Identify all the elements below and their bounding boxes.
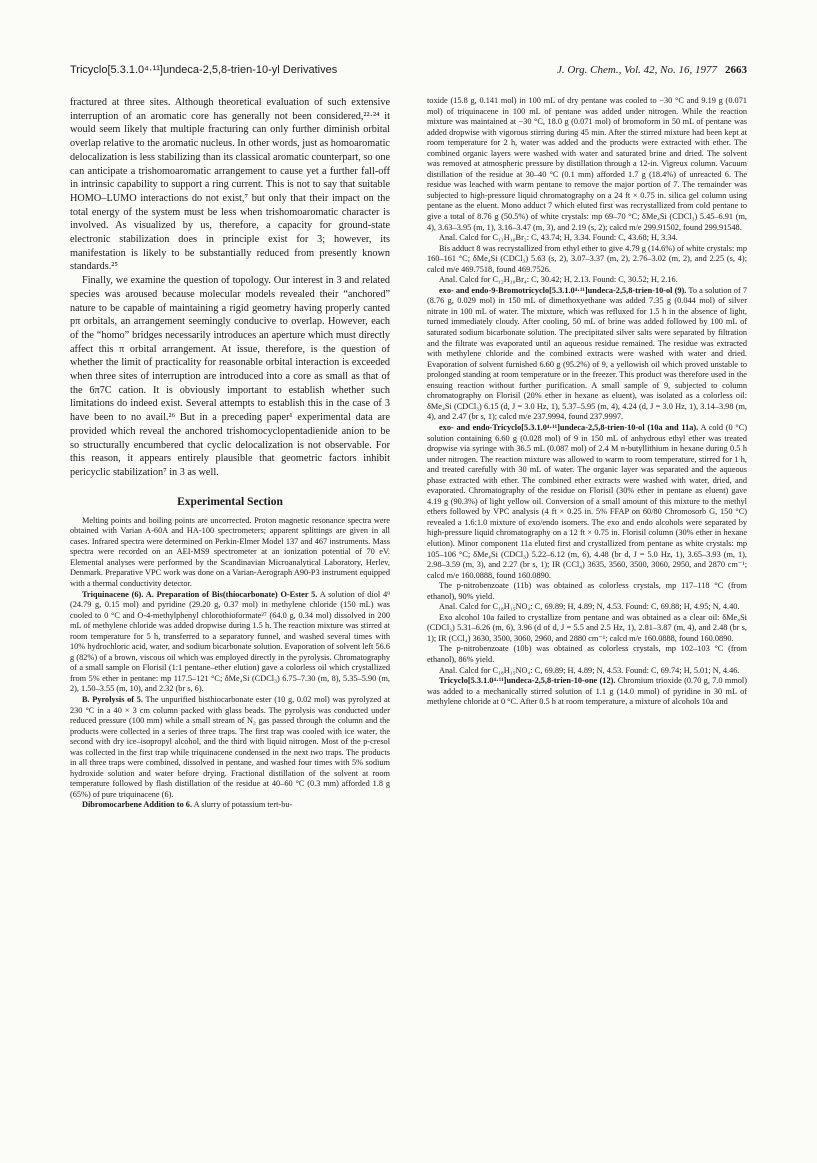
left-column	[70, 96, 390, 1141]
procedure-text: The unpurified bisthiocarbonate ester (10 g, 0.02 mol) was pyrolyzed at 230 °C in a 40 × 3 cm column packed with glass beads. The pyrolysis was conducted under reduced pressure (100 mm) while a small stream of N₂ gas passed through the column and the products were collected in a series of three traps. The first trap was cooled with ice water, the second with dry ice–isopropyl alcohol, and the third with liquid nitrogen. Most of the p-cresol was collected in the first trap while triquinacene condensed in the next two traps. The products in all three traps were combined, dissolved in pentane, and washed four times with 5% sodium hydroxide solution and water before drying. Fractional distillation of the solvent at room temperature followed by flash distillation of the residue at 40–60 °C (0.3 mm) afforded 1.8 g (65%) of pure triquinacene (6).	[70, 694, 390, 799]
procedure-text: To a solution of 7 (8.76 g, 0.029 mol) in 150 mL of dimethoxyethane was added 7.35 g (0.044 mol) of silver nitrate in 100 mL of water. The mixture, which was refluxed for 1.5 h in the absence of light, turned immediately cloudy. After cooling, 50 mL of brine was added followed by 100 mL of saturated sodium bicarbonate solution. The precipitated silver salts were separated by filtration and the filtrate was evaporated until an aqueous residue remained. The residue was extracted with methylene chloride and the combined extracts were washed with water and dried. Evaporation of solvent furnished 6.60 g (95.2%) of 9, a yellowish oil which proved unstable to prolonged standing at room temperature or in the freezer. This product was therefore used in the ensuing reaction without further purification. A small sample of 9, subjected to column chromatography on Florisil (20% ether in hexane as eluent), was isolated as a colorless oil: δMe₄Si (CDCl₃) 6.15 (d, J = 3.0 Hz, 1), 5.37–5.95 (m, 4), 4.24 (d, J = 3.0 Hz, 1), 3.14–3.98 (m, 4), and 2.47 (br s, 1); calcd m/e 237.9994, found 237.9997.	[427, 285, 747, 422]
experimental-paragraph	[70, 590, 390, 695]
experimental-paragraph: The p-nitrobenzoate (10b) was obtained as colorless crystals, mp 102–103 °C (from ethanol), 86% yield.	[427, 644, 747, 664]
procedure-text: A slurry of potassium tert-bu-	[192, 800, 293, 810]
experimental-paragraph	[70, 800, 390, 811]
paragraph: Finally, we examine the question of topology. Our interest in 3 and related species was aroused because molecular models revealed their “anchored” nature to be capable of maintaining a rigid geometry having properly canted pπ orbitals, an arrangement seemingly conducive to overlap. However, each of the “homo” bridges necessarily introduces an aperture which must directly affect this π orbital arrangement. At issue, therefore, is the question of whether the limit of practicality for reasonable orbital interaction is exceeded when three sites of interruption are introduced into a core as small as that of the 6π7C cation. It is obviously important to establish whether such limitations do indeed exist. Several attempts to establish this in the case of 3 have been to no avail.²⁶ But in a preceding paper¹ experimental data are provided which reveal the anchored trishomocyclopentadienide anion to be so structurally encumbered that cyclic delocalization is not observable. For this reason, it appears entirely plausible that geometric factors inhibit pericyclic stabilization⁷ in 3 as well.	[70, 275, 390, 478]
page-number: 2663	[725, 64, 747, 76]
experimental-paragraph: Melting points and boiling points are uncorrected. Proton magnetic resonance spectra were obtained with Varian A-60A and HA-100 spectrometers; apparent splittings are given in all cases. Infrared spectra were determined on Perkin-Elmer Model 137 and 467 instruments. Mass spectra were recorded on an AEI-MS9 spectrometer at an ionization potential of 70 eV. Elemental analyses were performed by the Scandinavian Microanalytical Laboratory, Herlev, Denmark. Preparative VPC work was done on a Varian-Aerograph A90-P3 instrument equipped with a thermal conductivity detector.	[70, 515, 390, 588]
experimental-paragraph	[427, 286, 747, 423]
procedure-heading: Tricyclo[5.3.1.0⁴·¹¹]undeca-2,5,8-trien-10-one (12).	[439, 676, 616, 686]
experimental-paragraph: The p-nitrobenzoate (11b) was obtained as colorless crystals, mp 117–118 °C (from ethanol), 90% yield.	[427, 581, 747, 601]
right-column	[427, 96, 747, 1141]
procedure-heading: B. Pyrolysis of 5.	[82, 694, 143, 704]
journal-citation	[557, 64, 747, 76]
running-header	[70, 64, 747, 84]
experimental-paragraph: Exo alcohol 10a failed to crystallize from pentane and was obtained as a clear oil: δMe₄Si (CDCl₃) 5.31–6.26 (m, 6), 3.96 (d of d, J = 5.5 and 2.5 Hz, 1), 2.81–3.87 (m, 4), and 2.48 (br s, 1); IR (CCl₄) 3630, 3500, 3060, 2960, and 2880 cm⁻¹; calcd m/e 160.0888, found 160.0890.	[427, 612, 747, 643]
procedure-text: A cold (0 °C) solution containing 6.60 g (0.028 mol) of 9 in 150 mL of anhydrous ethyl ether was treated dropwise via syringe with 36.5 mL (0.087 mol) of 2.4 M n-butyllithium in hexane during 0.5 h under nitrogen. The reaction mixture was allowed to warm to room temperature, stirred for 1 h, and treated carefully with 30 mL of water. The organic layer was separated and the aqueous phase extracted with ether. The combined ether extracts were washed with water, dried, and evaporated. Chromatography of the residue on Florisil (30% ether in pentane as eluent) gave 4.19 g (90.3%) of light yellow oil. Conversion of a small amount of this mixture to the methyl ethers followed by VPC analysis (4 ft × 0.25 in. 5% FFAP on 60/80 Chromosorb G, 150 °C) revealed a 1.6:1.0 mixture of exo/endo isomers. The exo and endo alcohols were separated by high-pressure liquid chromatography on a 12 ft × 0.75 in. Florisil column (30% ether in hexane elution). Minor component 11a eluted first and crystallized from pentane as white crystals: mp 105–106 °C; δMe₄Si (CDCl₃) 5.22–6.12 (m, 6), 4.48 (br d, J = 5.0 Hz, 1), 3.65–3.93 (m, 1), 2.98–3.59 (m, 3), and 2.27 (br s, 1); IR (CCl₄) 3635, 3560, 3500, 3060, 2950, and 2870 cm⁻¹; calcd m/e 160.0888, found 160.0890.	[427, 422, 747, 580]
analysis-paragraph: Anal. Calcd for C₁₈H₁₅NO₄: C, 69.89; H, 4.89; N, 4.53. Found: C, 69.74; H, 5.01; N, 4.46.	[439, 665, 740, 675]
paragraph: fractured at three sites. Although theoretical evaluation of such extensive interruption of an aromatic core has generally not been considered,²²·²⁴ it would seem likely that multiple fracturing can only further diminish orbital overlap relative to the aromatic nucleus. In other words, just as homoaromatic delocalization is less stabilizing than its classical aromatic counterpart, so one can anticipate a trishomoaromatic arrangement to cause yet a further fall-off in intrinsic capability to support a ring current. This is not to say that suitable HOMO–LUMO interactions do not exist,⁷ but only that their impact on the total energy of the system must be less when trishomoaromatic character is involved. As visualized by us, therefore, a capacity for ground-state electronic stabilization does in principle exist for 3; however, its manifestation is likely to be substantially reduced from presently known standards.²⁵	[70, 97, 390, 273]
experimental-paragraph: Bis adduct 8 was recrystallized from ethyl ether to give 4.79 g (14.6%) of white crystals: mp 160–161 °C; δMe₄Si (CDCl₃) 5.63 (s, 2), 3.07–3.37 (m, 2), 2.76–3.02 (m, 2), and 2.25 (s, 4); calcd m/e 469.7518, found 469.7526.	[427, 243, 747, 274]
procedure-heading: Triquinacene (6). A. Preparation of Bis(thiocarbonate) O-Ester 5.	[82, 589, 318, 599]
running-title: Tricyclo[5.3.1.0⁴·¹¹]undeca-2,5,8-trien-10-yl Derivatives	[70, 64, 338, 76]
experimental-paragraph	[427, 423, 747, 581]
analysis-paragraph: Anal. Calcd for C₁₈H₁₅NO₄: C, 69.89; H, 4.89; N, 4.53. Found: C, 69.88; H, 4.95; N, 4.40.	[439, 602, 740, 612]
procedure-text: A solution of diol 4⁹ (24.79 g, 0.15 mol) and pyridine (29.20 g, 0.37 mol) in methylene chloride (150 mL) was cooled to 0 °C and O-4-methylphenyl chlorothioformate²⁷ (64.0 g, 0.34 mol) dissolved in 200 mL of methylene chloride was added dropwise during 1.5 h. The reaction mixture was stirred at room temperature for 5 h, transferred to a separatory funnel, and washed several times with 10% hydrochloric acid, water, and sodium bicarbonate solution. Evaporation of solvent left 56.6 g (82%) of a brown, viscous oil which was employed directly in the pyrolysis. Chromatography of a small sample on Florisil (1:1 pentane–ether elution) gave a colorless oil which crystallized from 5% ether in pentane: mp 117.5–121 °C; δMe₄Si (CDCl₃) 6.75–7.30 (m, 8), 5.35–5.90 (m, 2), 1.50–3.55 (m, 10), and 2.32 (br s, 6).	[70, 589, 390, 694]
procedure-heading: exo- and endo-Tricyclo[5.3.1.0⁴·¹¹]undeca-2,5,8-trien-10-ol (10a and 11a).	[439, 422, 699, 432]
section-title: Experimental Section	[177, 495, 283, 508]
experimental-paragraph: toxide (15.8 g, 0.141 mol) in 100 mL of dry pentane was cooled to −30 °C and 9.19 g (0.071 mol) of triquinacene in 100 mL of pentane was added under nitrogen. While the reaction mixture was maintained at −30 °C, 18.0 g (0.071 mol) of bromoform in 50 mL of pentane was added dropwise with vigorous stirring during 45 min. After the stirred mixture had been kept at room temperature for 2 h, water was added and the products were extracted with ether. The combined organic layers were washed with water and saturated brine and dried. The solvent was removed at atmospheric pressure by distillation through a 12-in. Vigreux column. Vacuum distillation of the residue at 30–40 °C (0.1 mm) afforded 1.7 g (18.4%) of unreacted 6. The residue was leached with warm pentane to remove the major portion of 7. The remainder was subjected to high-pressure liquid chromatography on a 24 ft × 0.75 in. silica gel column using pentane as the eluent. Mono adduct 7 which eluted first was recrystallized from cold pentane to give a total of 8.76 g (50.5%) of white crystals: mp 69–70 °C; δMe₄Si (CDCl₃) 5.45–6.91 (m, 4), 3.63–3.95 (m, 1), 3.16–3.47 (m, 3), and 2.19 (s, 2); calcd m/e 299.91502, found 299.91548.	[427, 96, 747, 232]
experimental-paragraph	[70, 695, 390, 800]
experimental-paragraph	[427, 676, 747, 708]
analysis-paragraph: Anal. Calcd for C₁₁H₁₀Br₂: C, 43.74; H, 3.34. Found: C, 43.68; H, 3.34.	[439, 233, 678, 243]
procedure-heading: exo- and endo-9-Bromotricyclo[5.3.1.0⁴·¹¹]undeca-2,5,8-trien-10-ol (9).	[439, 285, 687, 295]
procedure-heading: Dibromocarbene Addition to 6.	[82, 800, 193, 810]
journal-ref: J. Org. Chem., Vol. 42, No. 16, 1977	[556, 64, 717, 76]
procedure-text: Chromium trioxide (0.70 g, 7.0 mmol) was added to a mechanically stirred solution of 1.1 g (14.0 mmol) of pyridine in 30 mL of methylene chloride at 0 °C. After 0.5 h at room temperature, a mixture of alcohols 10a and	[427, 676, 747, 707]
analysis-paragraph: Anal. Calcd for C₁₂H₁₀Br₄: C, 30.42; H, 2.13. Found: C, 30.52; H, 2.16.	[439, 275, 678, 285]
